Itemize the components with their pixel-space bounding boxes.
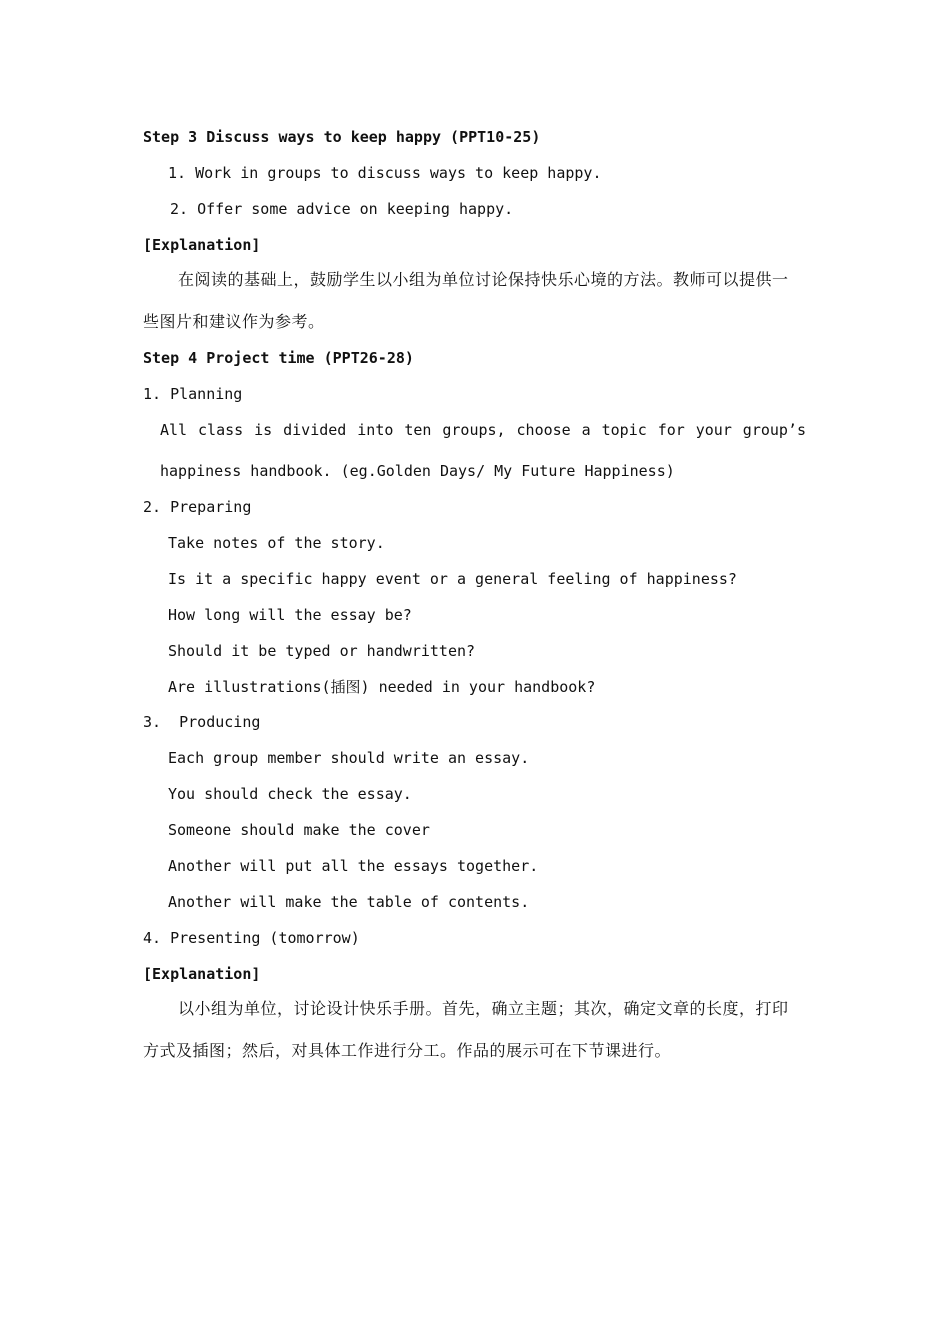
step4-heading: Step 4 Project time (PPT26-28): [143, 349, 414, 367]
explanation-text-line-2: 些图片和建议作为参考。: [143, 312, 325, 331]
preparing-line-1: Take notes of the story.: [168, 534, 385, 552]
explanation-text-line-1: 在阅读的基础上，鼓励学生以小组为单位讨论保持快乐心境的方法。教师可以提供一: [178, 270, 789, 289]
producing-title: 3. Producing: [143, 713, 261, 731]
producing-line-4: Another will put all the essays together.: [168, 857, 539, 875]
producing-line-3: Someone should make the cover: [168, 821, 430, 839]
producing-line-1: Each group member should write an essay.: [168, 749, 530, 767]
preparing-title: 2. Preparing: [143, 498, 252, 516]
preparing-line-4: Should it be typed or handwritten?: [168, 642, 476, 660]
step3-heading: Step 3 Discuss ways to keep happy (PPT10-25): [143, 128, 541, 146]
explanation-2-text-line-2: 方式及插图；然后，对具体工作进行分工。作品的展示可在下节课进行。: [143, 1041, 672, 1060]
preparing-line-3: How long will the essay be?: [168, 606, 412, 624]
explanation-2-text-line-1: 以小组为单位，讨论设计快乐手册。首先，确立主题；其次，确定文章的长度，打印: [178, 999, 789, 1018]
preparing-line-2: Is it a specific happy event or a general feeling of happiness?: [168, 570, 737, 588]
producing-line-2: You should check the essay.: [168, 785, 412, 803]
presenting-title: 4. Presenting (tomorrow): [143, 929, 360, 947]
step3-item-1: 1. Work in groups to discuss ways to keep happy.: [168, 164, 602, 182]
planning-title: 1. Planning: [143, 385, 243, 403]
explanation-label: [Explanation]: [143, 236, 261, 254]
planning-line-2: happiness handbook. (eg.Golden Days/ My Future Happiness): [160, 462, 675, 480]
step3-item-2: 2. Offer some advice on keeping happy.: [170, 200, 514, 218]
preparing-line-5: Are illustrations(插图) needed in your handbook?: [168, 678, 596, 696]
explanation-label-2: [Explanation]: [143, 965, 261, 983]
producing-line-5: Another will make the table of contents.: [168, 893, 530, 911]
planning-line-1: All class is divided into ten groups, choose a topic for your group’s: [160, 421, 806, 439]
